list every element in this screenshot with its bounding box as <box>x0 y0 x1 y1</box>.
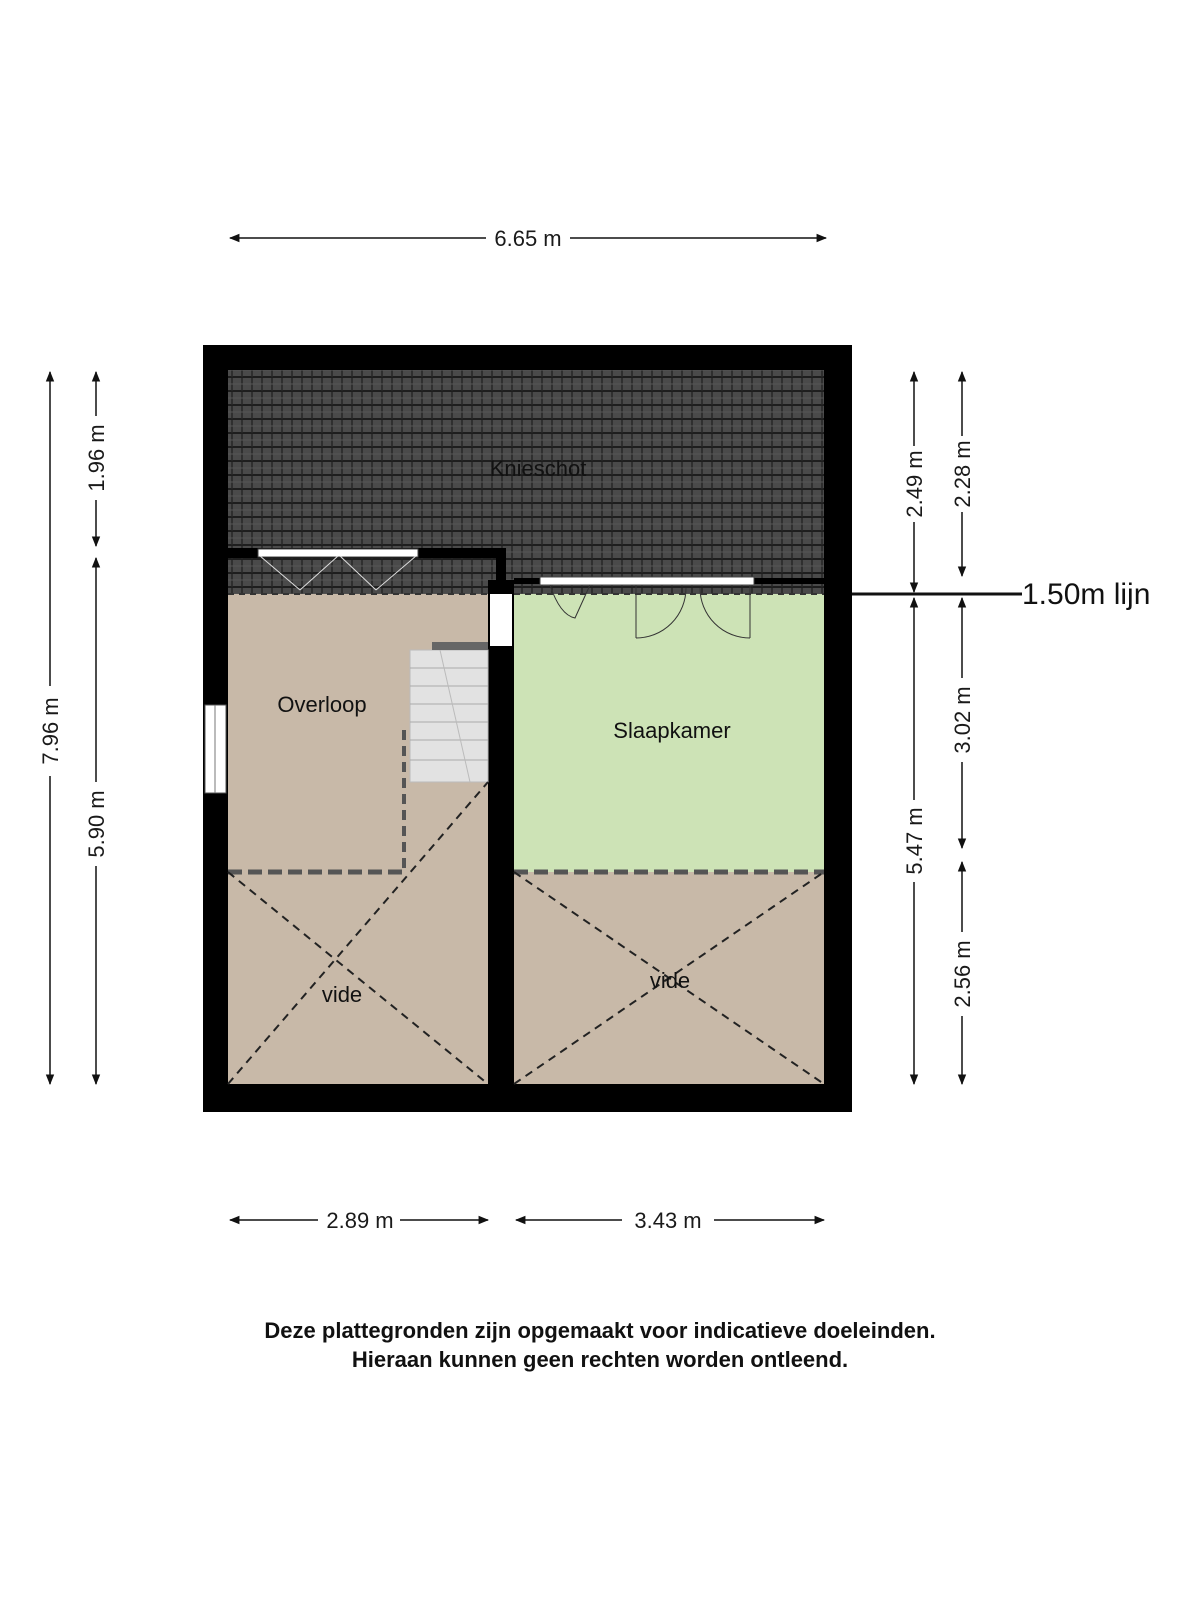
dim-right-a-lower: 5.47 m <box>902 807 927 875</box>
dim-left-total: 7.96 m <box>38 697 63 765</box>
dim-right-b-2: 3.02 m <box>950 686 975 754</box>
dim-left-upper: 1.96 m <box>84 424 109 492</box>
stairs <box>410 642 488 782</box>
doorway-gap <box>490 594 512 646</box>
label-slaapkamer: Slaapkamer <box>613 718 731 743</box>
dim-right-b-1: 2.28 m <box>950 440 975 508</box>
kneewall-door-right[interactable] <box>540 577 754 585</box>
label-knieschot: Knieschot <box>489 456 587 481</box>
knieschot-area <box>228 370 824 594</box>
disclaimer-line-1: Deze plattegronden zijn opgemaakt voor indicatieve doeleinden. <box>264 1318 936 1343</box>
dim-right-a-upper: 2.49 m <box>902 450 927 518</box>
label-vide-right: vide <box>649 968 691 993</box>
dim-bottom-right: 3.43 m <box>634 1208 702 1233</box>
label-vide-left: vide <box>321 982 363 1007</box>
lijn-label: 1.50m lijn <box>1022 578 1151 611</box>
dim-right-b-3: 2.56 m <box>950 940 975 1008</box>
inner-wall-top-left-end <box>496 548 506 584</box>
dim-bottom-left: 2.89 m <box>326 1208 394 1233</box>
dim-left-lower: 5.90 m <box>84 790 109 858</box>
center-wall <box>488 646 514 1084</box>
disclaimer-line-2: Hieraan kunnen geen rechten worden ontleend. <box>351 1347 849 1372</box>
dim-top-width: 6.65 m <box>494 226 562 251</box>
center-wall-top <box>488 580 514 594</box>
kneewall-door-left[interactable] <box>258 549 418 557</box>
label-overloop: Overloop <box>277 692 367 717</box>
